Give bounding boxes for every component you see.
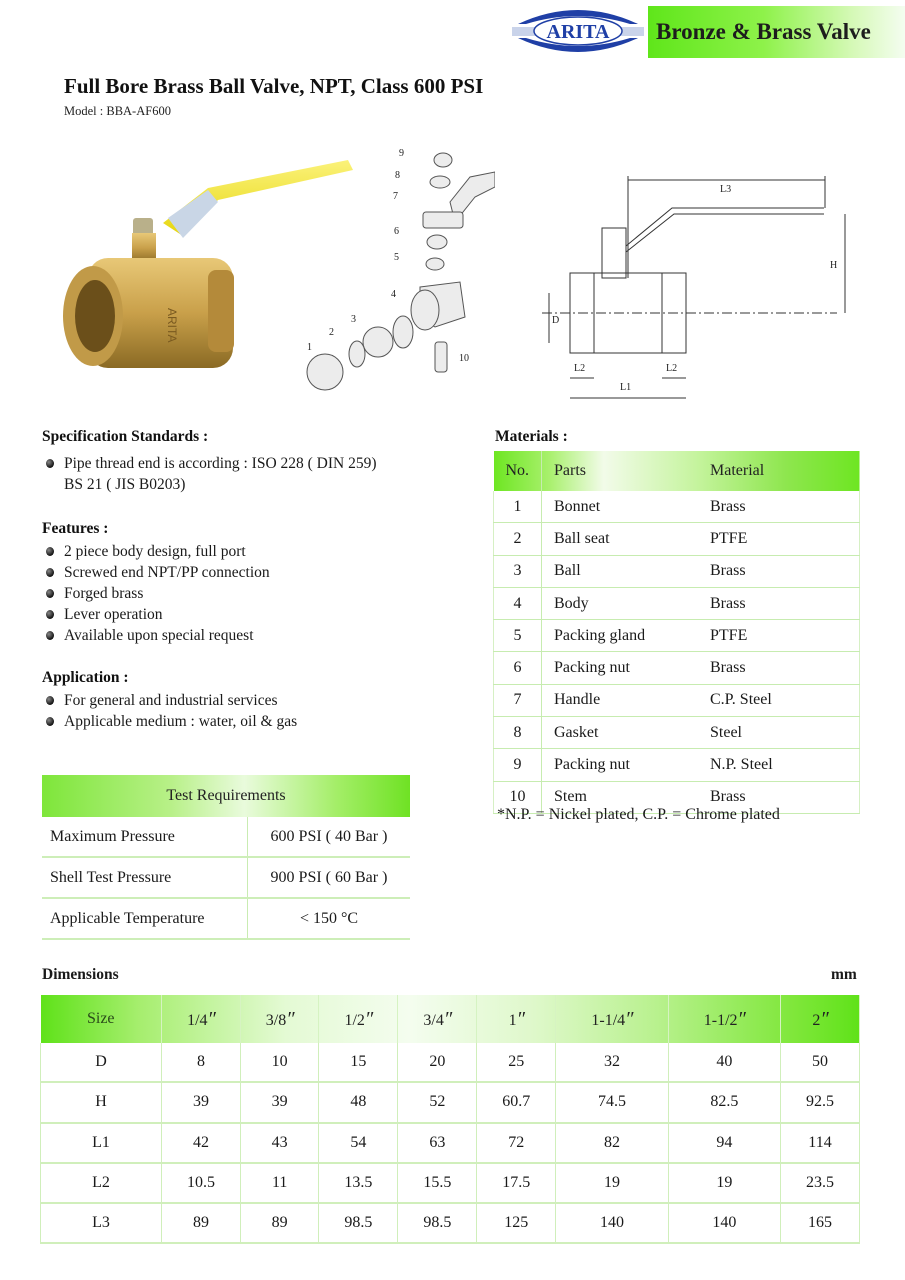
dimension-label: D (41, 1043, 162, 1082)
dimensions-table (40, 995, 860, 1244)
materials-row (494, 587, 860, 619)
part-name: Handle (542, 684, 711, 716)
part-number: 2 (494, 523, 542, 555)
test-label: Shell Test Pressure (42, 857, 248, 898)
dimensions-header-row (41, 995, 860, 1043)
size-value: 3/8 (265, 1011, 287, 1029)
part-material: Brass (710, 587, 860, 619)
part-name: Body (542, 587, 711, 619)
col-no: No. (494, 451, 542, 491)
dimension-value: 17.5 (477, 1163, 556, 1203)
spec-list (42, 453, 462, 495)
dimension-value: 19 (668, 1163, 780, 1203)
inch-mark: ″ (516, 1007, 524, 1030)
model-number: Model : BBA-AF600 (64, 104, 171, 118)
materials-header-row (494, 451, 860, 491)
brand-banner (648, 6, 905, 58)
inch-mark: ″ (364, 1007, 373, 1030)
part-name: Packing gland (542, 620, 711, 652)
test-label: Maximum Pressure (42, 817, 248, 857)
dimension-value: 48 (319, 1082, 398, 1122)
materials-row (494, 717, 860, 749)
dimension-value: 8 (162, 1043, 241, 1082)
materials-row (494, 684, 860, 716)
label-l3: L3 (720, 184, 732, 195)
feature-item: Available upon special request (42, 625, 462, 646)
part-number: 6 (494, 652, 542, 684)
part-material: C.P. Steel (710, 684, 860, 716)
col-material: Material (710, 462, 765, 479)
dimension-row-l3 (41, 1203, 860, 1243)
feature-item: Screwed end NPT/PP connection (42, 562, 462, 583)
spec-heading: Specification Standards : (42, 428, 209, 445)
size-header (162, 995, 241, 1043)
dimension-value: 140 (556, 1203, 668, 1243)
dimensions-heading: Dimensions (42, 966, 119, 983)
test-requirements-heading: Test Requirements (42, 775, 410, 817)
label-h: H (830, 260, 838, 271)
part-name: Packing nut (542, 749, 711, 781)
valve-port (75, 280, 115, 352)
dimension-value: 52 (398, 1082, 477, 1122)
part-name: Stem (542, 781, 711, 813)
label-6: 6 (394, 226, 399, 237)
dimension-value: 10 (240, 1043, 318, 1082)
features-heading: Features : (42, 520, 109, 537)
test-label: Applicable Temperature (42, 898, 248, 939)
dimension-row-d (41, 1043, 860, 1082)
part-material: Brass (710, 491, 860, 523)
dimension-value: 114 (781, 1123, 860, 1163)
spec-item-text: BS 21 ( JIS B0203) (64, 476, 186, 493)
part-6-packing-nut (427, 235, 447, 249)
features-list (42, 541, 462, 646)
label-l2-right: L2 (666, 363, 678, 374)
dimension-value: 165 (781, 1203, 860, 1243)
application-item: For general and industrial services (42, 690, 462, 711)
handle-base (423, 212, 463, 228)
test-value: 600 PSI ( 40 Bar ) (248, 817, 411, 857)
dimension-value: 50 (781, 1043, 860, 1082)
drawing-handle-lower (626, 214, 824, 252)
dimension-value: 60.7 (477, 1082, 556, 1122)
dimension-value: 140 (668, 1203, 780, 1243)
part-material: Brass (710, 652, 860, 684)
part-2-ball-seat (349, 341, 365, 367)
body-marking: ARITA (165, 308, 179, 343)
inch-mark: ″ (286, 1007, 294, 1030)
part-number: 3 (494, 555, 542, 587)
materials-note: *N.P. = Nickel plated, C.P. = Chrome plated (497, 806, 780, 823)
feature-item: 2 piece body design, full port (42, 541, 462, 562)
dimension-value: 40 (668, 1043, 780, 1082)
dimension-label: L2 (41, 1163, 162, 1203)
application-item: Applicable medium : water, oil & gas (42, 711, 462, 732)
materials-table (493, 451, 860, 814)
dimension-value: 32 (556, 1043, 668, 1082)
page-title: Full Bore Brass Ball Valve, NPT, Class 600 PSI (64, 74, 484, 98)
label-l1: L1 (620, 382, 632, 393)
dimension-value: 42 (162, 1123, 241, 1163)
dimension-value: 82.5 (668, 1082, 780, 1122)
dimension-value: 98.5 (319, 1203, 398, 1243)
label-d: D (552, 315, 560, 326)
dimension-value: 82 (556, 1123, 668, 1163)
label-8: 8 (395, 170, 400, 181)
label-l2-left: L2 (574, 363, 586, 374)
size-header (556, 995, 668, 1043)
dimension-value: 89 (240, 1203, 318, 1243)
materials-row (494, 491, 860, 523)
part-name: Ball (542, 555, 711, 587)
dimension-value: 20 (398, 1043, 477, 1082)
part-seat-ring (393, 316, 413, 348)
dimension-value: 39 (162, 1082, 241, 1122)
test-requirements-table (42, 775, 410, 940)
dimension-label: H (41, 1082, 162, 1122)
dimension-value: 74.5 (556, 1082, 668, 1122)
part-name: Ball seat (542, 523, 711, 555)
dimension-value: 72 (477, 1123, 556, 1163)
size-header (398, 995, 477, 1043)
part-number: 8 (494, 717, 542, 749)
part-1-bonnet (307, 354, 343, 390)
label-9: 9 (399, 148, 404, 159)
part-name: Packing nut (542, 652, 711, 684)
dimension-value: 89 (162, 1203, 241, 1243)
part-name: Bonnet (542, 491, 711, 523)
dimension-value: 25 (477, 1043, 556, 1082)
dimension-row-l2 (41, 1163, 860, 1203)
part-name: Gasket (542, 717, 711, 749)
logo-text: ARITA (546, 21, 610, 43)
valve-right-hex (208, 270, 234, 352)
banner-title: Bronze & Brass Valve (656, 19, 871, 44)
part-number: 7 (494, 684, 542, 716)
dimension-value: 43 (240, 1123, 318, 1163)
dimension-value: 94 (668, 1123, 780, 1163)
part-10-stem (435, 342, 447, 372)
dimension-value: 15.5 (398, 1163, 477, 1203)
size-value: 1/4 (187, 1011, 208, 1029)
label-1: 1 (307, 342, 312, 353)
materials-row (494, 620, 860, 652)
size-value: 1-1/4 (591, 1011, 626, 1029)
part-8-gasket (430, 176, 450, 188)
feature-item: Lever operation (42, 604, 462, 625)
inch-mark: ″ (820, 1007, 828, 1030)
dimension-value: 13.5 (319, 1163, 398, 1203)
drawing-stem (602, 228, 626, 278)
materials-row (494, 749, 860, 781)
dimension-value: 19 (556, 1163, 668, 1203)
part-5-packing-gland (426, 258, 444, 270)
size-value: 1-1/2 (703, 1011, 738, 1029)
label-10: 10 (459, 353, 469, 364)
size-label: Size (41, 995, 162, 1043)
feature-item: Forged brass (42, 583, 462, 604)
dimension-value: 15 (319, 1043, 398, 1082)
test-value: < 150 °C (248, 898, 411, 939)
dimension-row-l1 (41, 1123, 860, 1163)
dimension-label: L1 (41, 1123, 162, 1163)
part-9-nut (434, 153, 452, 167)
test-row (42, 817, 410, 857)
col-parts: Parts (554, 462, 586, 479)
size-header (668, 995, 780, 1043)
inch-mark: ″ (737, 1007, 745, 1030)
materials-heading: Materials : (495, 428, 568, 445)
label-2: 2 (329, 327, 334, 338)
arita-logo (512, 4, 644, 58)
size-value: 1/2 (344, 1011, 365, 1029)
dimensions-unit: mm (831, 966, 857, 983)
size-value: 2 (812, 1011, 821, 1029)
inch-mark: ″ (625, 1007, 633, 1030)
label-7: 7 (393, 191, 398, 202)
spec-item (42, 453, 462, 495)
inch-mark: ″ (207, 1007, 215, 1030)
part-material: PTFE (710, 523, 860, 555)
materials-row (494, 555, 860, 587)
dimension-value: 54 (319, 1123, 398, 1163)
part-number: 10 (494, 781, 542, 813)
size-value: 1 (508, 1011, 517, 1029)
part-number: 9 (494, 749, 542, 781)
part-material: Brass (710, 555, 860, 587)
part-number: 4 (494, 587, 542, 619)
spec-item-text: Pipe thread end is according : ISO 228 ( DIN 259) (64, 455, 377, 472)
dimension-value: 23.5 (781, 1163, 860, 1203)
size-header (781, 995, 860, 1043)
dimension-label: L3 (41, 1203, 162, 1243)
size-header (319, 995, 398, 1043)
part-number: 5 (494, 620, 542, 652)
label-5: 5 (394, 252, 399, 263)
size-value: 3/4 (423, 1011, 444, 1029)
dimension-value: 125 (477, 1203, 556, 1243)
dimension-value: 92.5 (781, 1082, 860, 1122)
dimension-value: 63 (398, 1123, 477, 1163)
materials-row (494, 652, 860, 684)
dimension-value: 11 (240, 1163, 318, 1203)
application-list (42, 690, 462, 732)
dimension-value: 39 (240, 1082, 318, 1122)
dimension-value: 10.5 (162, 1163, 241, 1203)
test-row (42, 898, 410, 939)
test-value: 900 PSI ( 60 Bar ) (248, 857, 411, 898)
dimension-value: 98.5 (398, 1203, 477, 1243)
part-material: Steel (710, 717, 860, 749)
label-3: 3 (351, 314, 356, 325)
dimension-row-h (41, 1082, 860, 1122)
part-4-body-port (411, 290, 439, 330)
size-header (477, 995, 556, 1043)
test-row (42, 857, 410, 898)
part-material: Brass (710, 781, 860, 813)
part-3-ball (363, 327, 393, 357)
application-heading: Application : (42, 669, 129, 686)
inch-mark: ″ (443, 1007, 452, 1030)
part-number: 1 (494, 491, 542, 523)
exploded-view-diagram (295, 142, 495, 397)
materials-row (494, 523, 860, 555)
dimension-drawing (532, 168, 862, 408)
label-4: 4 (391, 289, 396, 300)
part-material: N.P. Steel (710, 749, 860, 781)
size-header (240, 995, 318, 1043)
part-material: PTFE (710, 620, 860, 652)
